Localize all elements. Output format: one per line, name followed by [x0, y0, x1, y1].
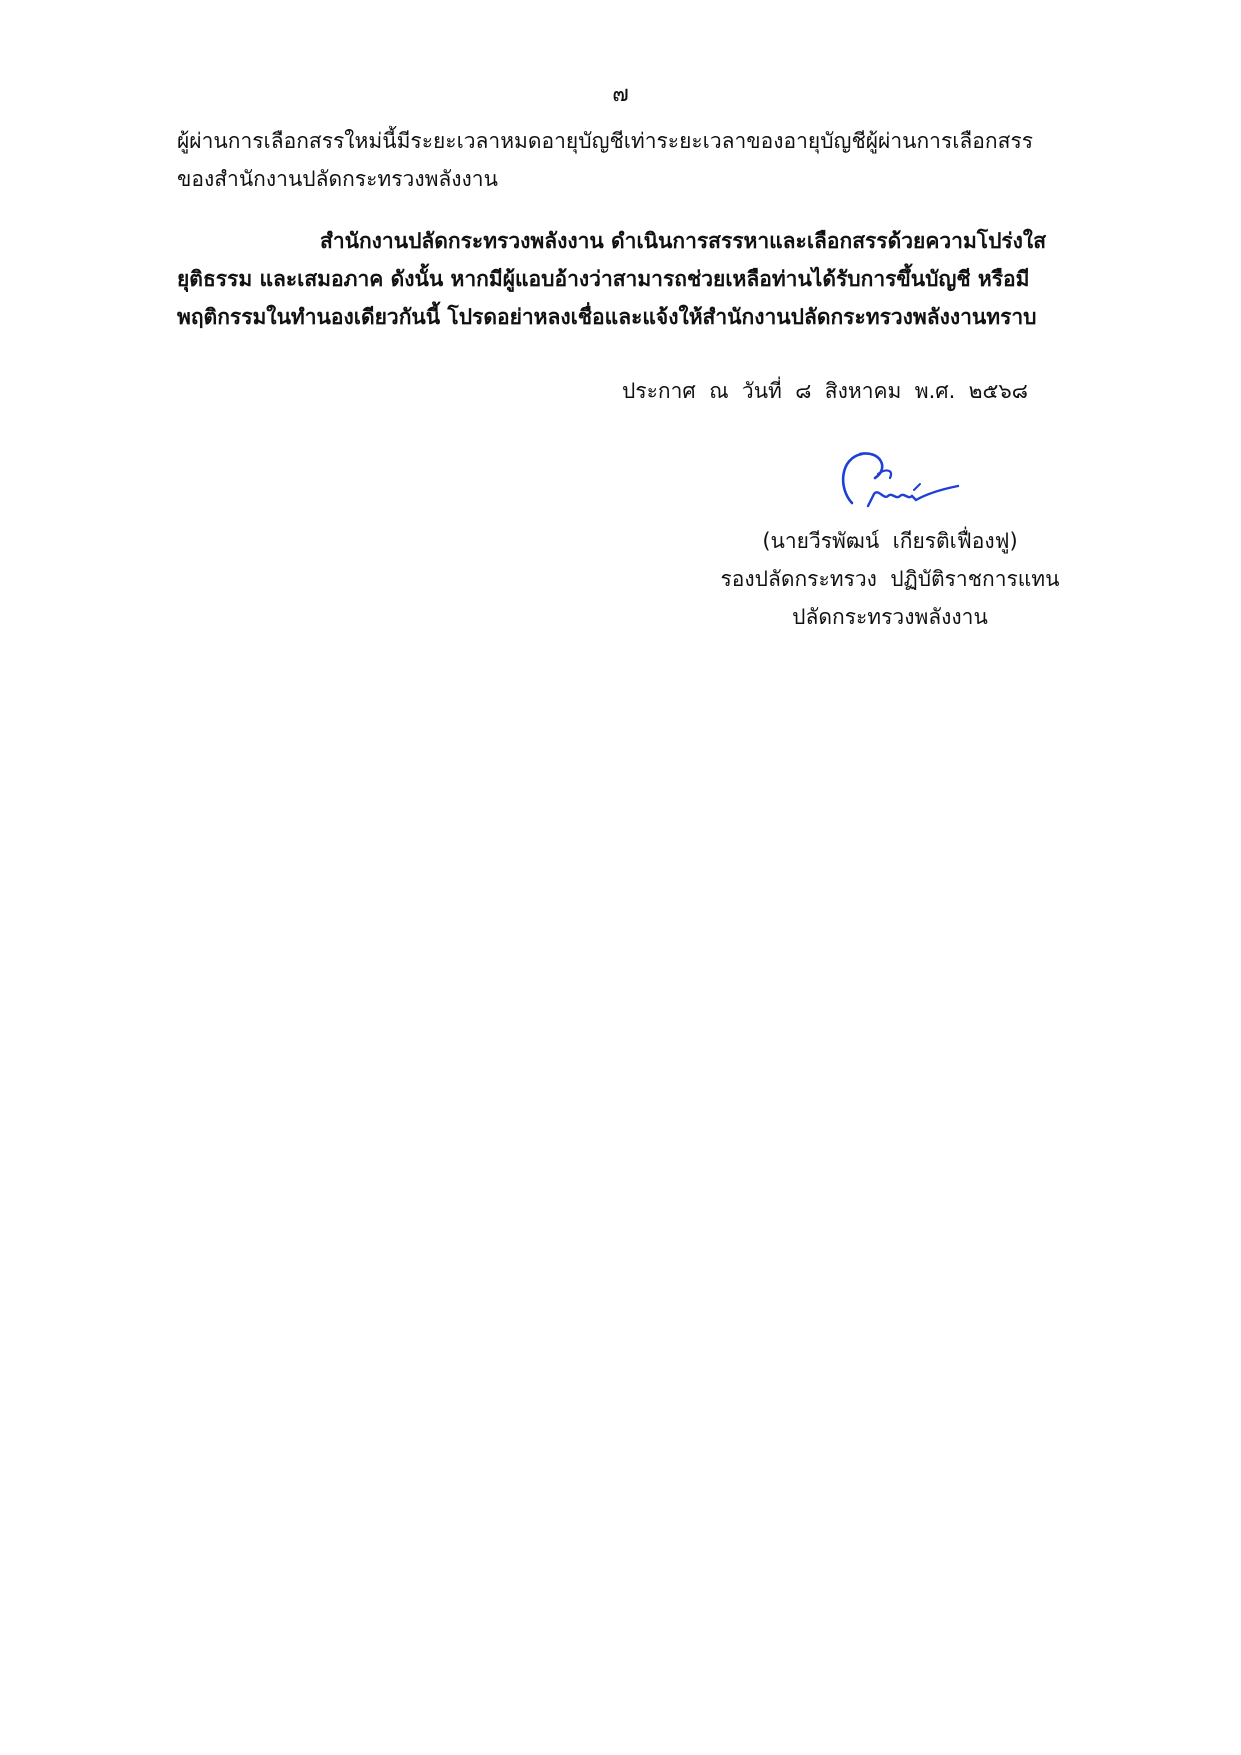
paragraph-line: ของสำนักงานปลัดกระทรวงพลังงาน	[177, 167, 498, 191]
paragraph-line: สำนักงานปลัดกระทรวงพลังงาน ดำเนินการสรรหาและเลือกสรรด้วยความโปร่งใส	[320, 229, 1047, 253]
paragraph-warning	[177, 222, 1117, 336]
signatory-position: รองปลัดกระทรวง ปฏิบัติราชการแทน	[720, 567, 1060, 591]
signatory-name: (นายวีรพัฒน์ เกียรติเฟื่องฟู)	[762, 529, 1018, 553]
page-number: ๗	[612, 82, 629, 107]
announcement-date: ประกาศ ณ วันที่ ๘ สิงหาคม พ.ศ. ๒๕๖๘	[622, 379, 1028, 403]
paragraph-line: ยุติธรรม และเสมอภาค ดังนั้น หากมีผู้แอบอ้างว่าสามารถช่วยเหลือท่านได้รับการขึ้นบัญชี หรือมี	[177, 267, 1030, 291]
handwritten-signature	[830, 448, 965, 523]
paragraph-line: พฤติกรรมในทำนองเดียวกันนี้ โปรดอย่าหลงเชื่อและแจ้งให้สำนักงานปลัดกระทรวงพลังงานทราบ	[177, 305, 1037, 329]
signature-block	[700, 522, 1080, 636]
paragraph-expiry	[177, 122, 1117, 198]
paragraph-line: ผู้ผ่านการเลือกสรรใหม่นี้มีระยะเวลาหมดอายุบัญชีเท่าระยะเวลาของอายุบัญชีผู้ผ่านการเลือกสรร	[177, 129, 1033, 153]
signatory-position: ปลัดกระทรวงพลังงาน	[792, 605, 988, 629]
